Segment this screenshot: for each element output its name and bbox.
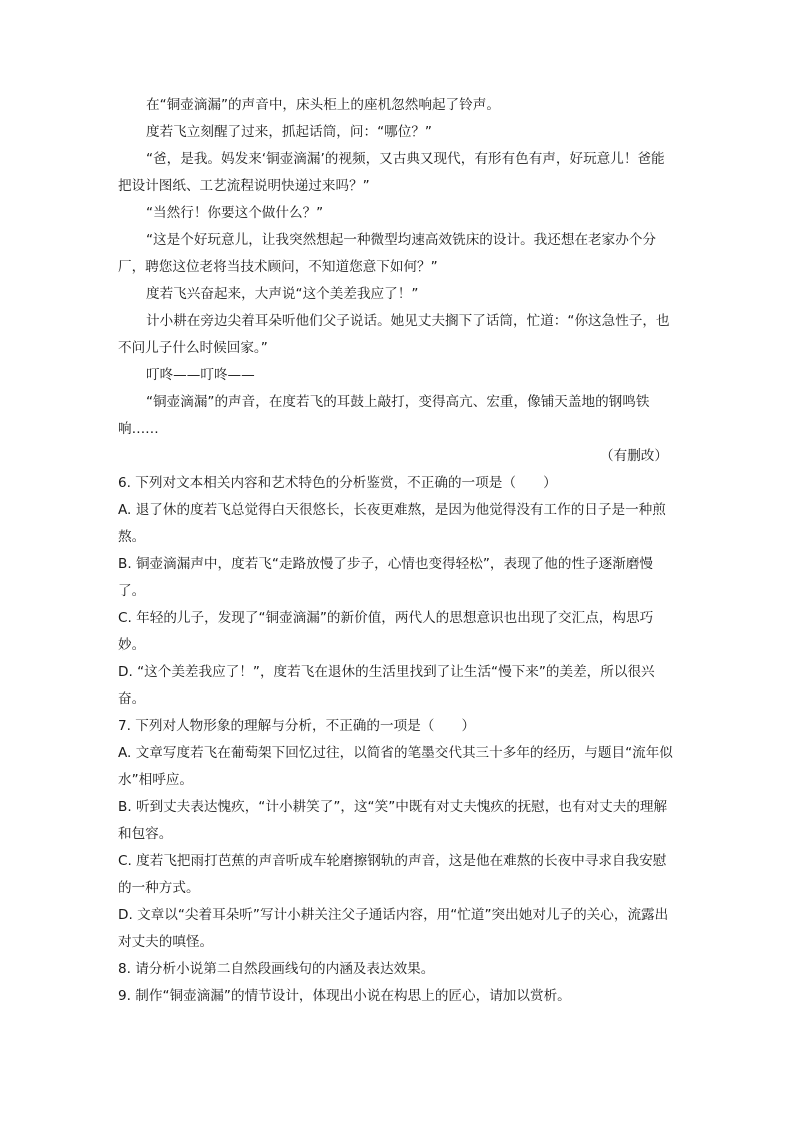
question-7-option-a: A. 文章写度若飞在葡萄架下回忆过往，以简省的笔墨交代其三十多年的经历，与题目“流年似水”相呼应。 xyxy=(118,745,673,788)
passage-paragraph: “当然行！你要这个做什么？” xyxy=(146,205,324,221)
question-7-option-d: D. 文章以“尖着耳朵听”写计小耕关注父子通话内容，用“忙道”突出她对儿子的关心，流露出对丈夫的嗔怪。 xyxy=(118,907,669,950)
passage-paragraph: “铜壶滴漏”的声音，在度若飞的耳鼓上敲打，变得高亢、宏重，像铺天盖地的钢鸣铁响…… xyxy=(118,394,650,437)
source-note: （有删改） xyxy=(600,448,668,464)
question-6-stem: 6. 下列对文本相关内容和艺术特色的分析鉴赏，不正确的一项是（ ） xyxy=(118,475,557,491)
passage-paragraph: 度若飞兴奋起来，大声说“这个美差我应了！” xyxy=(146,286,419,302)
question-6-option-a: A. 退了休的度若飞总觉得白天很悠长，长夜更难熬，是因为他觉得没有工作的日子是一种煎熬。 xyxy=(118,502,666,545)
question-6-option-c: C. 年轻的儿子，发现了“铜壶滴漏”的新价值，两代人的思想意识也出现了交汇点，构思巧妙。 xyxy=(118,610,654,653)
passage-paragraph: 计小耕在旁边尖着耳朵听他们父子说话。她见丈夫搁下了话筒，忙道：“你这急性子，也不问儿子什么时候回家。” xyxy=(118,313,670,356)
question-8: 8. 请分析小说第二自然段画线句的内涵及表达效果。 xyxy=(118,961,435,977)
question-9: 9. 制作“铜壶滴漏”的情节设计，体现出小说在构思上的匠心，请加以赏析。 xyxy=(118,988,571,1004)
question-6-option-b: B. 铜壶滴漏声中，度若飞“走路放慢了步子，心情也变得轻松”，表现了他的性子逐渐磨慢了。 xyxy=(118,556,654,599)
passage-paragraph: “这是个好玩意儿，让我突然想起一种微型均速高效铣床的设计。我还想在老家办个分厂，聘您这位老将当技术顾问，不知道您意下如何？” xyxy=(118,232,657,275)
question-6-option-d: D. “这个美差我应了！”，度若飞在退休的生活里找到了让生活“慢下来”的美差，所以很兴奋。 xyxy=(118,664,655,707)
document-page xyxy=(118,92,674,1010)
passage-paragraph: “爸，是我。妈发来‘铜壶滴漏’的视频，又古典又现代，有形有色有声，好玩意儿！爸能把设计图纸、工艺流程说明快递过来吗？” xyxy=(118,151,665,194)
question-7-option-c: C. 度若飞把雨打芭蕉的声音听成车轮磨擦钢轨的声音，这是他在难熬的长夜中寻求自我安慰的一种方式。 xyxy=(118,853,667,896)
passage-paragraph: 度若飞立刻醒了过来，抓起话筒，问：“哪位？” xyxy=(146,124,432,140)
passage-paragraph: 在“铜壶滴漏”的声音中，床头柜上的座机忽然响起了铃声。 xyxy=(146,97,500,113)
question-7-option-b: B. 听到丈夫表达愧疚，“计小耕笑了”，这“笑”中既有对丈夫愧疚的抚慰，也有对丈夫的理解和包容。 xyxy=(118,799,668,842)
passage-paragraph: 叮咚——叮咚—— xyxy=(146,367,255,383)
question-7-stem: 7. 下列对人物形象的理解与分析，不正确的一项是（ ） xyxy=(118,718,476,734)
